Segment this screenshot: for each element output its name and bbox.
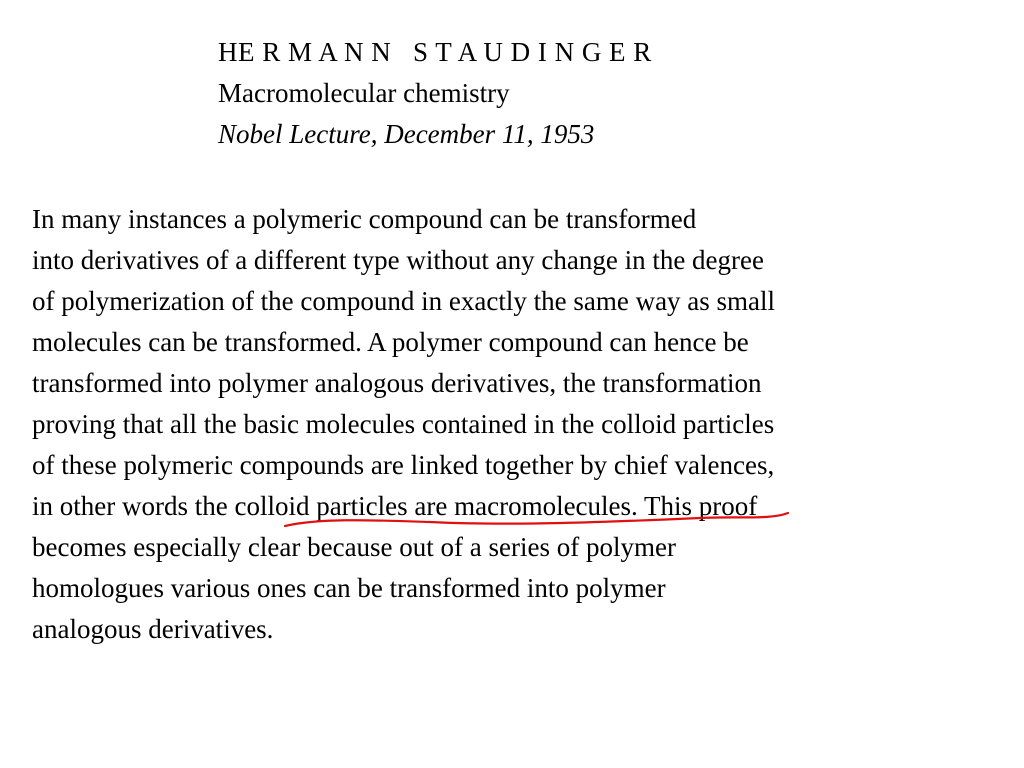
- lecture-header: [218, 32, 652, 155]
- lecture-subject: Macromolecular chemistry: [218, 78, 510, 108]
- body-line: becomes especially clear because out of a series of polymer: [32, 532, 676, 562]
- body-paragraph: [32, 199, 775, 650]
- body-line: in other words the colloid particles are macromolecules. This proof: [32, 491, 758, 521]
- body-line: In many instances a polymeric compound can be transformed: [32, 204, 697, 234]
- body-line: analogous derivatives.: [32, 614, 274, 644]
- body-line: homologues various ones can be transformed into polymer: [32, 573, 666, 603]
- body-line: of polymerization of the compound in exactly the same way as small: [32, 286, 776, 316]
- underline-stroke: [285, 513, 788, 526]
- body-line: molecules can be transformed. A polymer compound can hence be: [32, 327, 749, 357]
- handwritten-underline: [280, 500, 800, 540]
- body-line: transformed into polymer analogous derivatives, the transformation: [32, 368, 762, 398]
- body-line: into derivatives of a different type without any change in the degree: [32, 245, 764, 275]
- author-name: HE R M A N N S T A U D I N G E R: [218, 37, 652, 67]
- lecture-date: Nobel Lecture, December 11, 1953: [218, 119, 595, 149]
- body-line: proving that all the basic molecules contained in the colloid particles: [32, 409, 775, 439]
- body-line: of these polymeric compounds are linked together by chief valences,: [32, 450, 775, 480]
